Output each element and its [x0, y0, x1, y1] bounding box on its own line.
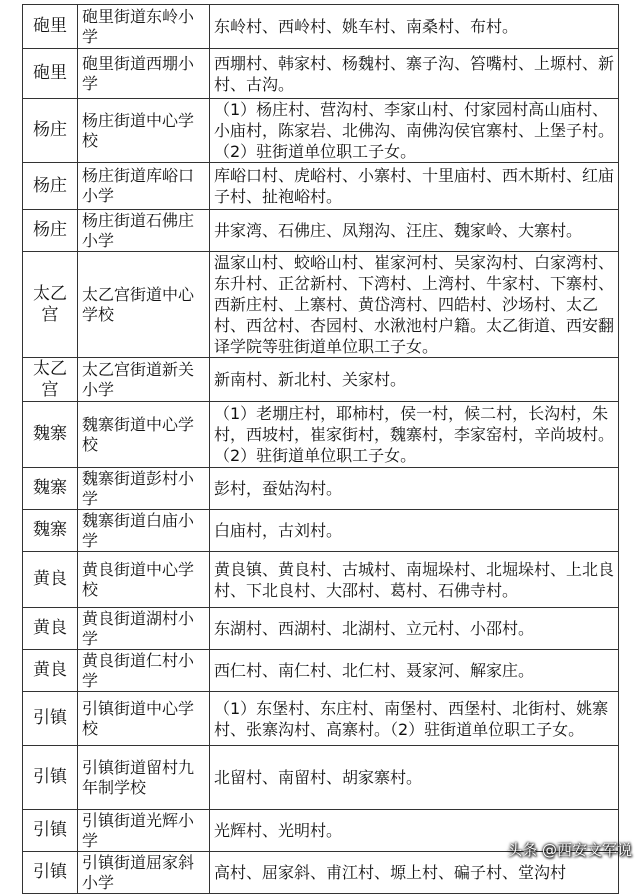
school-cell: 黄良街道湖村小学 — [78, 608, 210, 650]
villages-cell: 彭村，蚕姑沟村。 — [210, 468, 619, 510]
villages-cell: （1）杨庄村、营沟村、李家山村、付家园村高山庙村、小庙村，陈家岩、北佛沟、南佛沟侯官寨村、上堡子村。（2）驻街道单位职工子女。 — [210, 99, 619, 163]
table-row — [23, 510, 619, 552]
street-cell: 魏寨 — [23, 510, 78, 552]
street-cell: 太乙宫 — [23, 252, 78, 358]
street-cell: 太乙宫 — [23, 358, 78, 402]
villages-cell: 西堋村、韩家村、杨魏村、寨子沟、笞嘴村、上塬村、新村、古沟。 — [210, 49, 619, 99]
villages-cell: 东湖村、西湖村、北湖村、立元村、小邵村。 — [210, 608, 619, 650]
street-cell: 魏寨 — [23, 468, 78, 510]
school-cell: 太乙宫街道中心学校 — [78, 252, 210, 358]
villages-cell: 光辉村、光明村。 — [210, 810, 619, 852]
street-cell: 砲里 — [23, 49, 78, 99]
school-cell: 魏寨街道彭村小学 — [78, 468, 210, 510]
school-cell: 引镇街道光辉小学 — [78, 810, 210, 852]
villages-cell: 西仁村、南仁村、北仁村、聂家河、解家庄。 — [210, 650, 619, 692]
street-cell: 砲里 — [23, 5, 78, 49]
school-cell: 杨庄街道石佛庄小学 — [78, 210, 210, 252]
street-cell: 黄良 — [23, 608, 78, 650]
street-cell: 引镇 — [23, 746, 78, 810]
school-cell: 砲里街道东岭小学 — [78, 5, 210, 49]
street-cell: 引镇 — [23, 692, 78, 746]
table-row — [23, 358, 619, 402]
street-cell: 杨庄 — [23, 163, 78, 210]
street-cell: 黄良 — [23, 552, 78, 608]
villages-cell: 高村、屈家斜、甫江村、塬上村、碥子村、堂沟村 — [210, 852, 619, 894]
table-row — [23, 746, 619, 810]
school-cell: 杨庄街道库峪口小学 — [78, 163, 210, 210]
school-cell: 引镇街道中心学校 — [78, 692, 210, 746]
table-row — [23, 252, 619, 358]
table-row — [23, 402, 619, 468]
school-cell: 引镇街道屈家斜小学 — [78, 852, 210, 894]
street-cell: 杨庄 — [23, 99, 78, 163]
villages-cell: 北留村、南留村、胡家寨村。 — [210, 746, 619, 810]
street-cell: 魏寨 — [23, 402, 78, 468]
street-cell: 引镇 — [23, 852, 78, 894]
watermark: 头条 @西安文军说 — [507, 841, 632, 859]
table-row — [23, 99, 619, 163]
table-row — [23, 5, 619, 49]
table-row — [23, 210, 619, 252]
table-row — [23, 650, 619, 692]
table-row — [23, 692, 619, 746]
school-cell: 魏寨街道中心学校 — [78, 402, 210, 468]
street-cell: 黄良 — [23, 650, 78, 692]
villages-cell: （1）东堡村、东庄村、南堡村、西堡村、北街村、姚寨村、张寨沟村、高寨村。（2）驻街道单位职工子女。 — [210, 692, 619, 746]
school-cell: 魏寨街道白庙小学 — [78, 510, 210, 552]
table-row — [23, 552, 619, 608]
school-district-table — [22, 4, 619, 894]
school-cell: 引镇街道留村九年制学校 — [78, 746, 210, 810]
villages-cell: 新南村、新北村、关家村。 — [210, 358, 619, 402]
street-cell: 杨庄 — [23, 210, 78, 252]
school-cell: 太乙宫街道新关小学 — [78, 358, 210, 402]
villages-cell: 井家湾、石佛庄、凤翔沟、汪庄、魏家岭、大寨村。 — [210, 210, 619, 252]
table-row — [23, 49, 619, 99]
villages-cell: 黄良镇、黄良村、古城村、南堀垛村、北堀垛村、上北良村、下北良村、大邵村、葛村、石佛寺村。 — [210, 552, 619, 608]
street-cell: 引镇 — [23, 810, 78, 852]
school-cell: 杨庄街道中心学校 — [78, 99, 210, 163]
villages-cell: 温家山村、蛟峪山村、崔家河村、吴家沟村、白家湾村、东升村、正岔新村、下湾村、上湾村、牛家村、下寨村、西新庄村、上寨村、黄岱湾村、四皓村、沙场村、太乙村、西岔村、杏园村、水湫池村户籍。太乙街道、西安翻译学院等驻街道单位职工子女。 — [210, 252, 619, 358]
school-cell: 黄良街道仁村小学 — [78, 650, 210, 692]
villages-cell: 库峪口村、虎峪村、小寨村、十里庙村、西木斯村、红庙子村、扯袍峪村。 — [210, 163, 619, 210]
villages-cell: （1）老堋庄村，耶柿村，侯一村，候二村，长沟村，朱村，西坡村，崔家街村，魏寨村，李家窑村，辛尚坡村。（2）驻街道单位职工子女。 — [210, 402, 619, 468]
table-row — [23, 163, 619, 210]
school-cell: 黄良街道中心学校 — [78, 552, 210, 608]
villages-cell: 东岭村、西岭村、姚车村、南桑村、布村。 — [210, 5, 619, 49]
school-cell: 砲里街道西堋小学 — [78, 49, 210, 99]
villages-cell: 白庙村，古刘村。 — [210, 510, 619, 552]
table-row — [23, 608, 619, 650]
table-row — [23, 468, 619, 510]
